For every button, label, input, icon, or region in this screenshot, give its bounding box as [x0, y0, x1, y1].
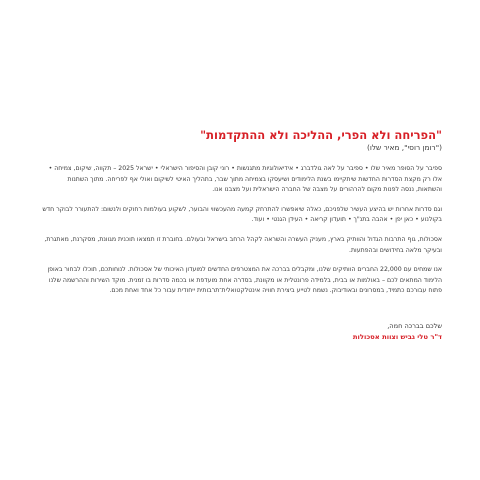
closing-line: שלכם בברכה חמה,: [387, 321, 442, 330]
paragraph-about: אסכולות, גוף התרבות הגדול והוותיק בארץ, מעניק העשרה והשראה לקהל הרחב בישראל ובעולם. בחוברת זו תמצאו תוכנית מגוונת, מסקרנת, מאתגרת, ובעיקר מלאה בחידושים ובהפתעות.: [44, 235, 442, 254]
paragraph-welcome: אנו שמחים עם 22,000 החברים הוותיקים שלנו, ומקבלים בברכה את המצטרפים החדשים למועדון האיכותי של אסכולות. לנוחותכם, תוכלו לבחור באופן הלימוד המתאים לכם – באולמות או בבית, בלמידה פרונטלית או מקוונת, בסדרה אחת מועדפת או בכמה סדרות בו זמנית. מוקד השירות וההרשמה שלנו פתוח עבורכם כתמיד, במסרונים ובאודיבוק. נשמח לטייע ביצירת חוויה אינטלקטואלית־תרבותית ייחודית עבור כל אחד ואחת מכם.: [47, 266, 442, 295]
paragraph-other-series: וגם סדרות אחרות יש בהיצע העשיר שלפניכם, כאלה שיאפשרו להתרחק קמעה מהעכשווי והבוער, לשקוע בעולמות רחוקים ולנשום: להתעורר לבוקר חדש בקולנוע • כאן יפן • אהבה בתנ"ך • תועדון קריאה • העידן הגנטי • ועוד.: [42, 205, 442, 224]
letter-title: "הפריחה ולא הפרי, ההליכה ולא ההתקדמות": [200, 128, 442, 142]
letter-subtitle: ("רומן רוסי", מאיר שלו): [366, 143, 442, 152]
signature: ד"ר טלי גביש וצוות אסכולות: [352, 332, 442, 341]
letter: [40, 128, 442, 343]
paragraph-series: ספיבר על הסופר מאיר שלו • ספיבר על לאה גולדברג • אידיאולוגיות מתגנשות • רוני קובן והסיפור הישראלי • ישראל 2025 – תקווה, שיקום, צמיחה • אלו רק מקצת הסדרות החדשות שיתקיימו בשנת הלימודים ושיעסקו בצמיחה מתוך שבר, בתהליך האיטי לשיקום ואולי אף לפריחה. מתוך השתנות והשתאות, ננסה לפנות מקום להרהורים על מצבה של החברה הישראלית ועל מצבנו אנו.: [48, 165, 442, 194]
